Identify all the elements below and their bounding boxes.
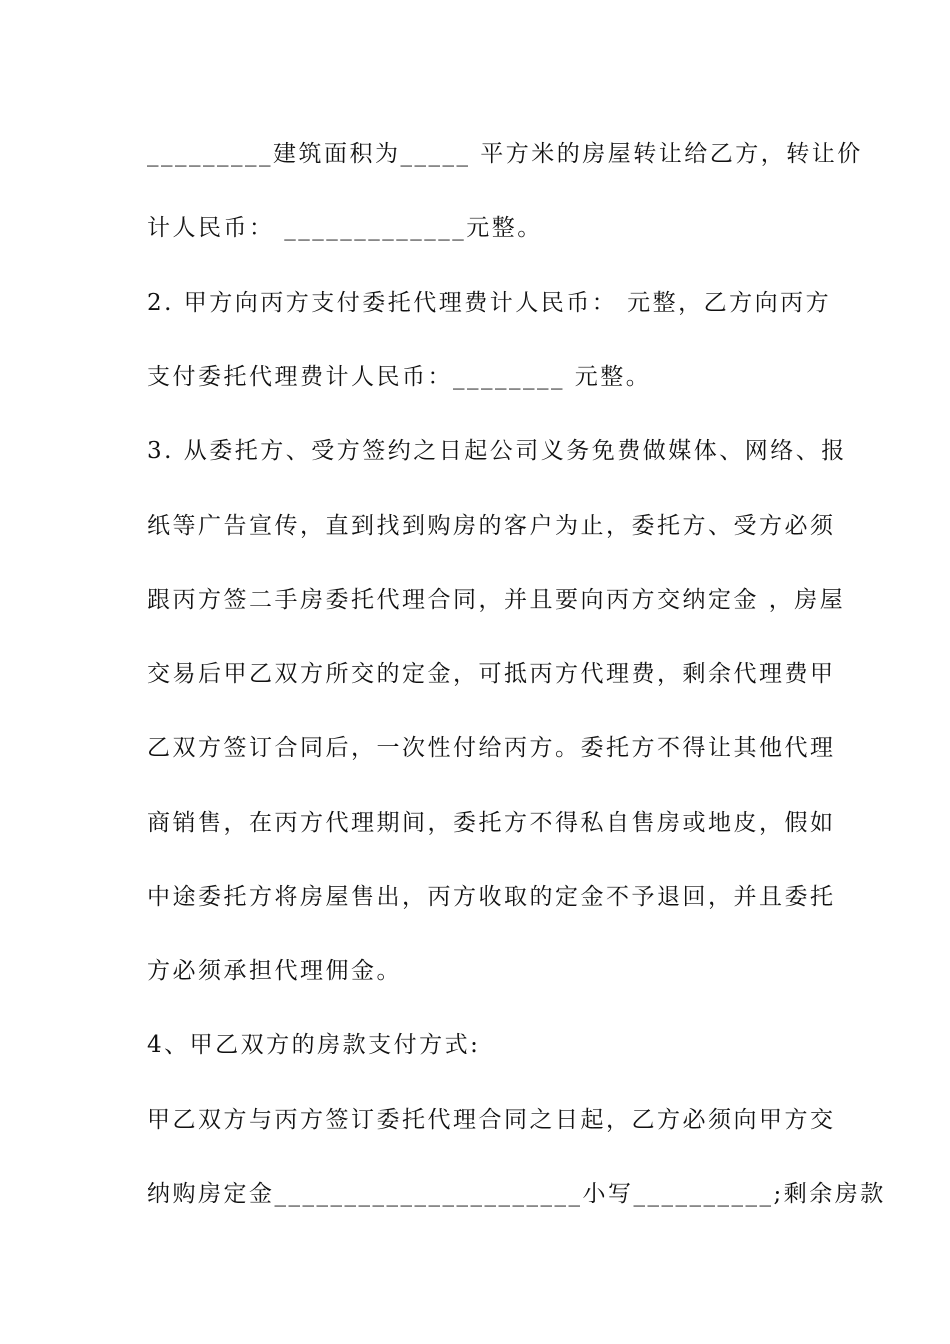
text-line: 商销售，在丙方代理期间，委托方不得私自售房或地皮，假如 — [147, 810, 836, 836]
text-line: 4、甲乙双方的房款支付方式: — [147, 1032, 481, 1058]
text-line: 中途委托方将房屋售出，丙方收取的定金不予退回，并且委托 — [147, 884, 836, 910]
text-line: 支付委托代理费计人民币：________ 元整。 — [147, 364, 652, 390]
text-line: 乙双方签订合同后，一次性付给丙方。委托方不得让其他代理 — [147, 735, 836, 761]
text-line: 计人民币： _____________元整。 — [147, 215, 543, 241]
text-line: 跟丙方签二手房委托代理合同，并且要向丙方交纳定金 ，房屋 — [147, 587, 846, 613]
text-line: 纳购房定金______________________小写__________;剩余房款 — [147, 1181, 886, 1207]
text-line: 甲乙双方与丙方签订委托代理合同之日起，乙方必须向甲方交 — [147, 1107, 836, 1133]
text-line: _________建筑面积为_____ 平方米的房屋转让给乙方，转让价 — [147, 141, 863, 167]
text-line: 纸等广告宣传，直到找到购房的客户为止，委托方、受方必须 — [147, 513, 836, 539]
text-line: 3. 从委托方、受方签约之日起公司义务免费做媒体、网络、报 — [147, 438, 847, 464]
text-line: 方必须承担代理佣金。 — [147, 958, 402, 984]
text-line: 交易后甲乙双方所交的定金，可抵丙方代理费，剩余代理费甲 — [147, 661, 836, 687]
text-line: 2. 甲方向丙方支付委托代理费计人民币： 元整，乙方向丙方 — [147, 290, 832, 316]
